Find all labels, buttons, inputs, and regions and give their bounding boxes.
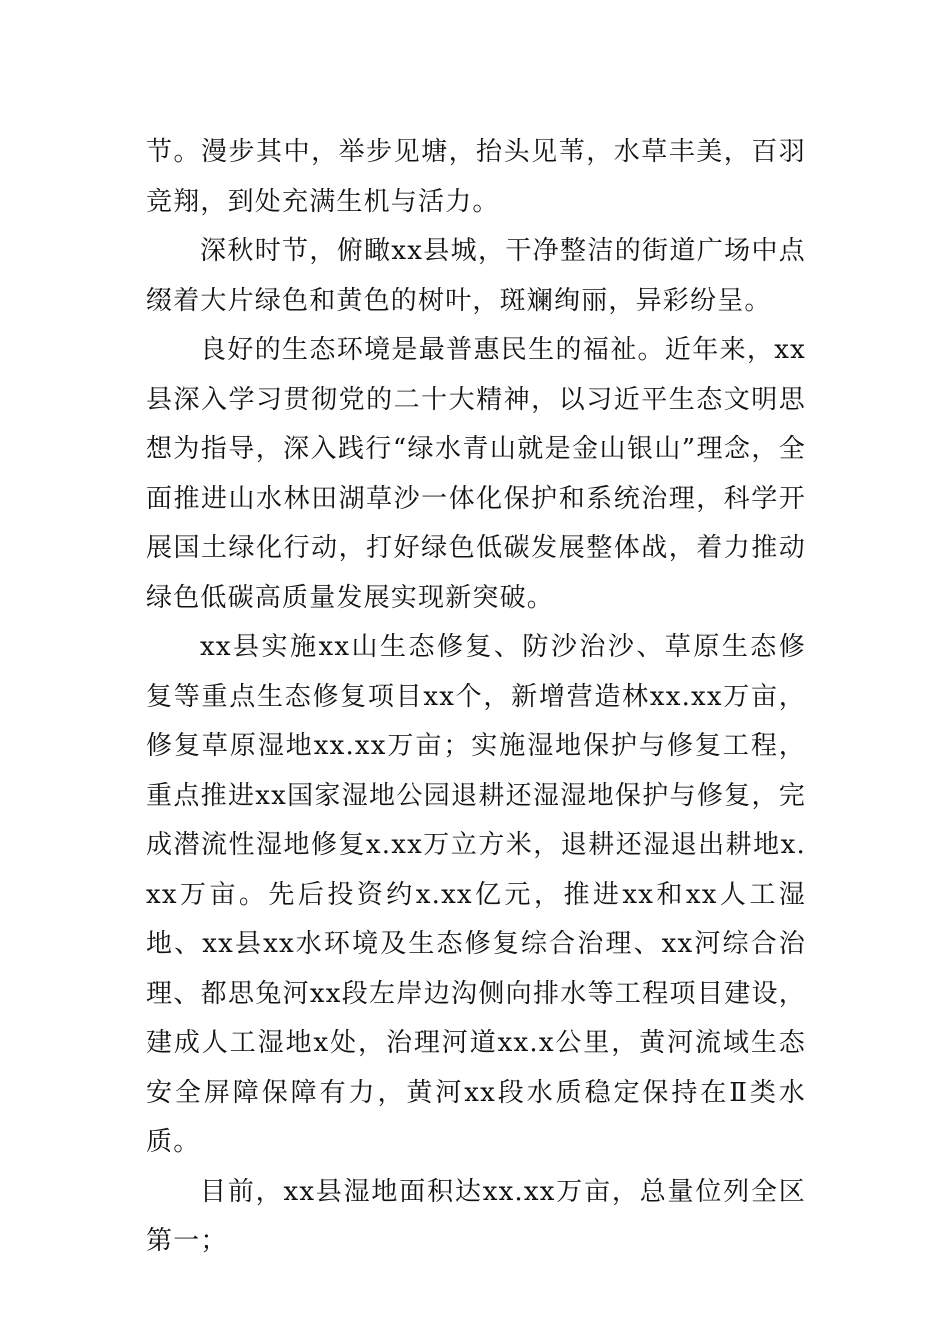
paragraph-4: xx县实施xx山生态修复、防沙治沙、草原生态修复等重点生态修复项目xx个，新增营造林xx.xx万亩，修复草原湿地xx.xx万亩；实施湿地保护与修复工程，重点推进xx国家湿地公园退耕还湿湿地保护与修复，完成潜流性湿地修复x.xx万立方米，退耕还湿退出耕地x.xx万亩。先后投资约x.xx亿元，推进xx和xx人工湿地、xx县xx水环境及生态修复综合治理、xx河综合治理、都思兔河xx段左岸边沟侧向排水等工程项目建设，建成人工湿地x处，治理河道xx.x公里，黄河流域生态安全屏障保障有力，黄河xx段水质稳定保持在Ⅱ类水质。 [146, 632, 806, 1157]
document-body [146, 128, 806, 1267]
paragraph-1: 节。漫步其中，举步见塘，抬头见苇，水草丰美，百羽竞翔，到处充满生机与活力。 [146, 137, 806, 217]
paragraph-5: 目前，xx县湿地面积达xx.xx万亩，总量位列全区第一； [146, 1176, 806, 1256]
paragraph-3: 良好的生态环境是最普惠民生的福祉。近年来，xx县深入学习贯彻党的二十大精神，以习近平生态文明思想为指导，深入践行“绿水青山就是金山银山”理念，全面推进山水林田湖草沙一体化保护和系统治理，科学开展国土绿化行动，打好绿色低碳发展整体战，着力推动绿色低碳高质量发展实现新突破。 [146, 335, 806, 613]
paragraph-2: 深秋时节，俯瞰xx县城，干净整洁的街道广场中点缀着大片绿色和黄色的树叶，斑斓绚丽，异彩纷呈。 [146, 236, 806, 316]
